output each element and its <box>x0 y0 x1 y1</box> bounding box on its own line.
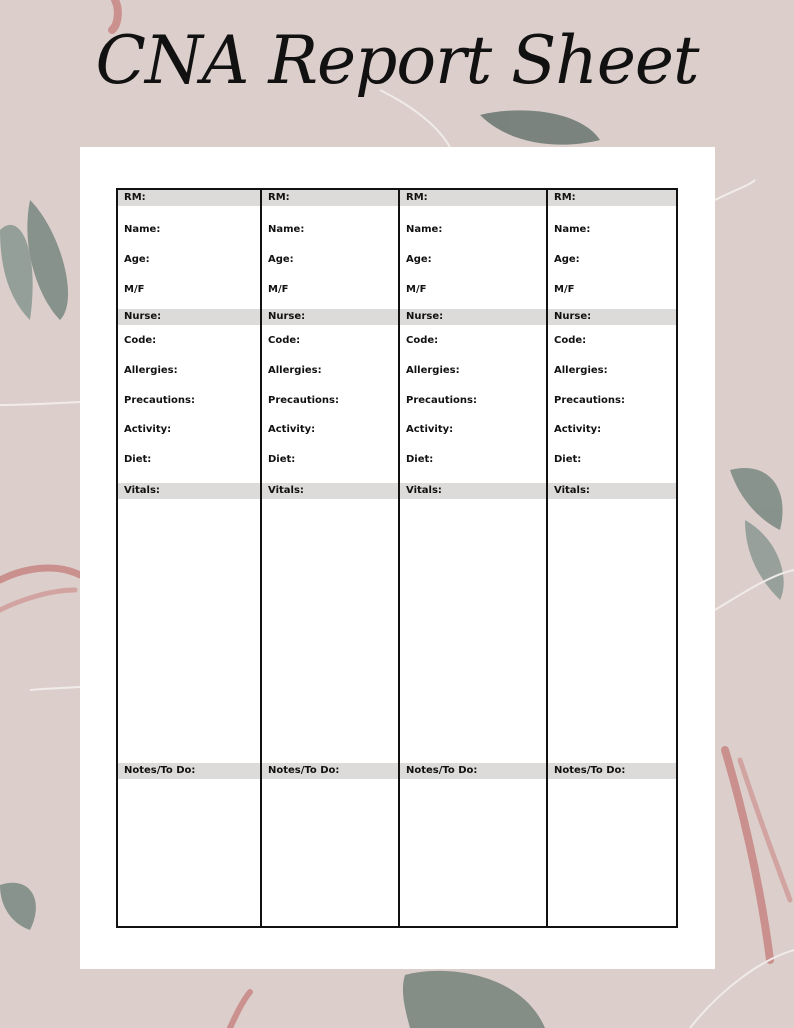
patient-column <box>398 190 546 926</box>
leaf-shape-icon <box>0 225 33 320</box>
notes-label: Notes/To Do: <box>118 763 260 779</box>
allergies-label: Allergies: <box>124 365 178 376</box>
activity-label: Activity: <box>124 424 172 435</box>
leaf-shape-icon <box>480 110 600 144</box>
name-label: Name: <box>554 224 591 235</box>
nurse-label: Nurse: <box>548 309 676 325</box>
vitals-label: Vitals: <box>548 483 676 499</box>
room-label: RM: <box>548 190 676 206</box>
patient-column <box>546 190 676 926</box>
activity-label: Activity: <box>554 424 602 435</box>
diet-label: Diet: <box>554 454 582 465</box>
name-label: Name: <box>124 224 161 235</box>
nurse-label: Nurse: <box>400 309 546 325</box>
precautions-label: Precautions: <box>268 395 339 406</box>
sex-label: M/F <box>268 284 289 295</box>
leaf-shape-icon <box>403 971 545 1028</box>
name-label: Name: <box>406 224 443 235</box>
notes-label: Notes/To Do: <box>548 763 676 779</box>
stem-icon <box>0 590 75 610</box>
activity-label: Activity: <box>406 424 454 435</box>
diet-label: Diet: <box>124 454 152 465</box>
allergies-label: Allergies: <box>406 365 460 376</box>
age-label: Age: <box>268 254 294 265</box>
room-label: RM: <box>118 190 260 206</box>
precautions-label: Precautions: <box>554 395 625 406</box>
code-label: Code: <box>406 335 439 346</box>
diet-label: Diet: <box>406 454 434 465</box>
stem-icon <box>230 992 250 1028</box>
vitals-label: Vitals: <box>262 483 398 499</box>
allergies-label: Allergies: <box>268 365 322 376</box>
diet-label: Diet: <box>268 454 296 465</box>
patient-column <box>260 190 398 926</box>
leaf-shape-icon <box>730 468 783 530</box>
patient-column <box>118 190 260 926</box>
leaf-shape-icon <box>0 883 36 930</box>
vitals-label: Vitals: <box>118 483 260 499</box>
precautions-label: Precautions: <box>124 395 195 406</box>
nurse-label: Nurse: <box>118 309 260 325</box>
code-label: Code: <box>268 335 301 346</box>
white-line-icon <box>715 180 755 200</box>
age-label: Age: <box>554 254 580 265</box>
white-line-icon <box>30 687 80 690</box>
report-grid <box>116 188 678 928</box>
activity-label: Activity: <box>268 424 316 435</box>
vitals-label: Vitals: <box>400 483 546 499</box>
stem-icon <box>0 568 80 580</box>
code-label: Code: <box>124 335 157 346</box>
code-label: Code: <box>554 335 587 346</box>
nurse-label: Nurse: <box>262 309 398 325</box>
allergies-label: Allergies: <box>554 365 608 376</box>
sex-label: M/F <box>124 284 145 295</box>
page-title: CNA Report Sheet <box>95 22 699 99</box>
leaf-shape-icon <box>27 200 68 320</box>
precautions-label: Precautions: <box>406 395 477 406</box>
notes-label: Notes/To Do: <box>262 763 398 779</box>
room-label: RM: <box>262 190 398 206</box>
room-label: RM: <box>400 190 546 206</box>
white-line-icon <box>0 402 80 405</box>
sex-label: M/F <box>554 284 575 295</box>
notes-label: Notes/To Do: <box>400 763 546 779</box>
sex-label: M/F <box>406 284 427 295</box>
name-label: Name: <box>268 224 305 235</box>
age-label: Age: <box>124 254 150 265</box>
age-label: Age: <box>406 254 432 265</box>
